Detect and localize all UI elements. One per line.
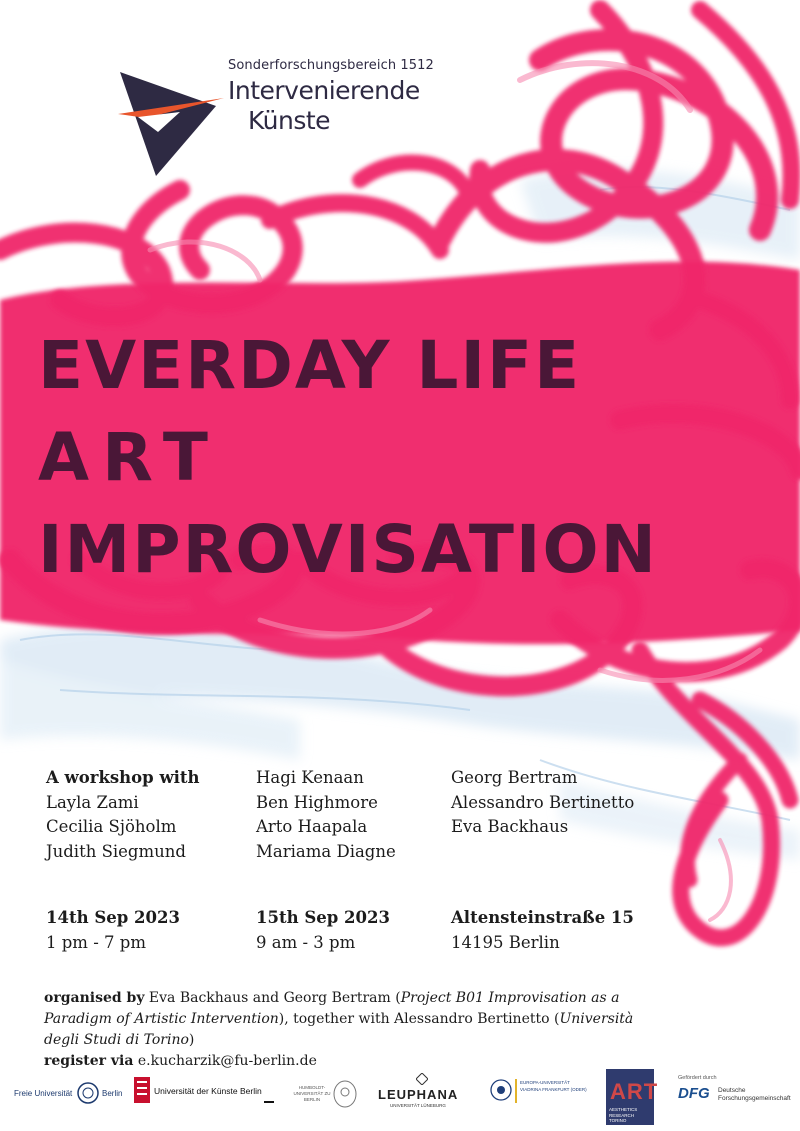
schedule-day-2 [256,906,390,955]
speaker-name: Ben Highmore [256,792,378,812]
time-label: 1 pm - 7 pm [46,932,146,952]
speaker-name: Layla Zami [46,792,139,812]
time-label: 9 am - 3 pm [256,932,356,952]
udk-mark-icon [134,1077,150,1103]
sfb-logo-icon [118,72,238,176]
dfg-name-2: Forschungsgemeinschaft [718,1095,791,1102]
dfg-funded-by: Gefördert durch [678,1075,717,1081]
art-sub: AESTHETICS RESEARCH TORINO [609,1107,638,1123]
venue-street: Altensteinstraße 15 [451,908,634,927]
speaker-name: Hagi Kenaan [256,768,364,787]
leuphana-sub: UNIVERSITÄT LÜNEBURG [390,1103,446,1108]
leuphana-logo [378,1073,468,1113]
fu-seal-icon [76,1081,100,1105]
speaker-name: Alessandro Bertinetto [451,792,635,812]
dfg-name-1: Deutsche [718,1087,746,1094]
partner-logos [0,1065,800,1131]
sfb-name-line1: Intervenierende [228,76,420,105]
art-letters: ART [610,1079,659,1104]
speaker-name: Cecilia Sjöholm [46,817,177,836]
organised-by-label: organised by [44,990,145,1006]
dfg-logo [678,1075,796,1115]
venue [451,906,634,955]
sfb-pre-title: Sonderforschungsbereich 1512 [228,58,434,73]
organisers-partner: ), together with Alessandro Bertinetto ( [278,1011,560,1027]
sfb-name [228,76,420,136]
leuphana-text: LEUPHANA [378,1087,459,1102]
speakers-column-3 [451,766,634,840]
venue-city: 14195 Berlin [451,932,560,952]
register-label: register via [44,1053,134,1069]
title-line-2: ART [38,419,221,496]
udk-logo [134,1077,274,1107]
leuphana-mark-icon [416,1073,428,1085]
hu-seal-icon [332,1079,358,1109]
schedule-day-1 [46,906,180,955]
university-name: Università degli Studi di Torino [44,1011,634,1048]
speakers-column-2 [256,766,396,864]
workshop-heading: A workshop with [46,768,200,787]
speaker-name: Judith Siegmund [46,841,186,861]
hu-berlin-logo [292,1075,360,1115]
title-line-1: EVERDAY LIFE [38,327,582,404]
title-line-3: IMPROVISATION [38,511,658,588]
organisers-text: organised by Eva Backhaus and Georg Bertram (Project B01 Improvisation as a Paradigm of Artistic Intervention), together with Alessandro Bertinetto (Università degli Studi di Torino) register via e.kucharzik@fu-berlin.de [44,990,634,1069]
viadrina-seal-icon [490,1079,512,1101]
speaker-name: Arto Haapala [256,817,368,836]
organisers-names: Eva Backhaus and Georg Bertram ( [144,990,401,1006]
viadrina-logo [490,1077,590,1111]
speaker-name: Mariama Diagne [256,841,396,861]
register-email[interactable]: e.kucharzik@fu-berlin.de [133,1053,317,1069]
fu-berlin-logo [14,1079,123,1109]
hu-text: HUMBOLDT-UNIVERSITÄT ZU BERLIN [293,1085,331,1102]
fu-text-berlin: Berlin [102,1089,123,1098]
speakers-column-1 [46,766,200,864]
speaker-name: Eva Backhaus [451,817,569,836]
dfg-text: DFG [678,1085,710,1102]
sfb-name-line2: Künste [248,106,331,135]
date-label: 14th Sep 2023 [46,908,180,927]
date-label: 15th Sep 2023 [256,908,390,927]
udk-text: Universität der Künste Berlin [154,1086,262,1096]
art-torino-logo [606,1069,659,1125]
fu-text: Freie Universität [14,1089,73,1098]
viadrina-text: EUROPA-UNIVERSITÄT VIADRINA FRANKFURT (ODER) [520,1080,587,1092]
project-name: Project B01 Improvisation as a Paradigm of Artistic Intervention [44,990,620,1027]
speaker-name: Georg Bertram [451,768,578,787]
poster-title [38,320,658,596]
